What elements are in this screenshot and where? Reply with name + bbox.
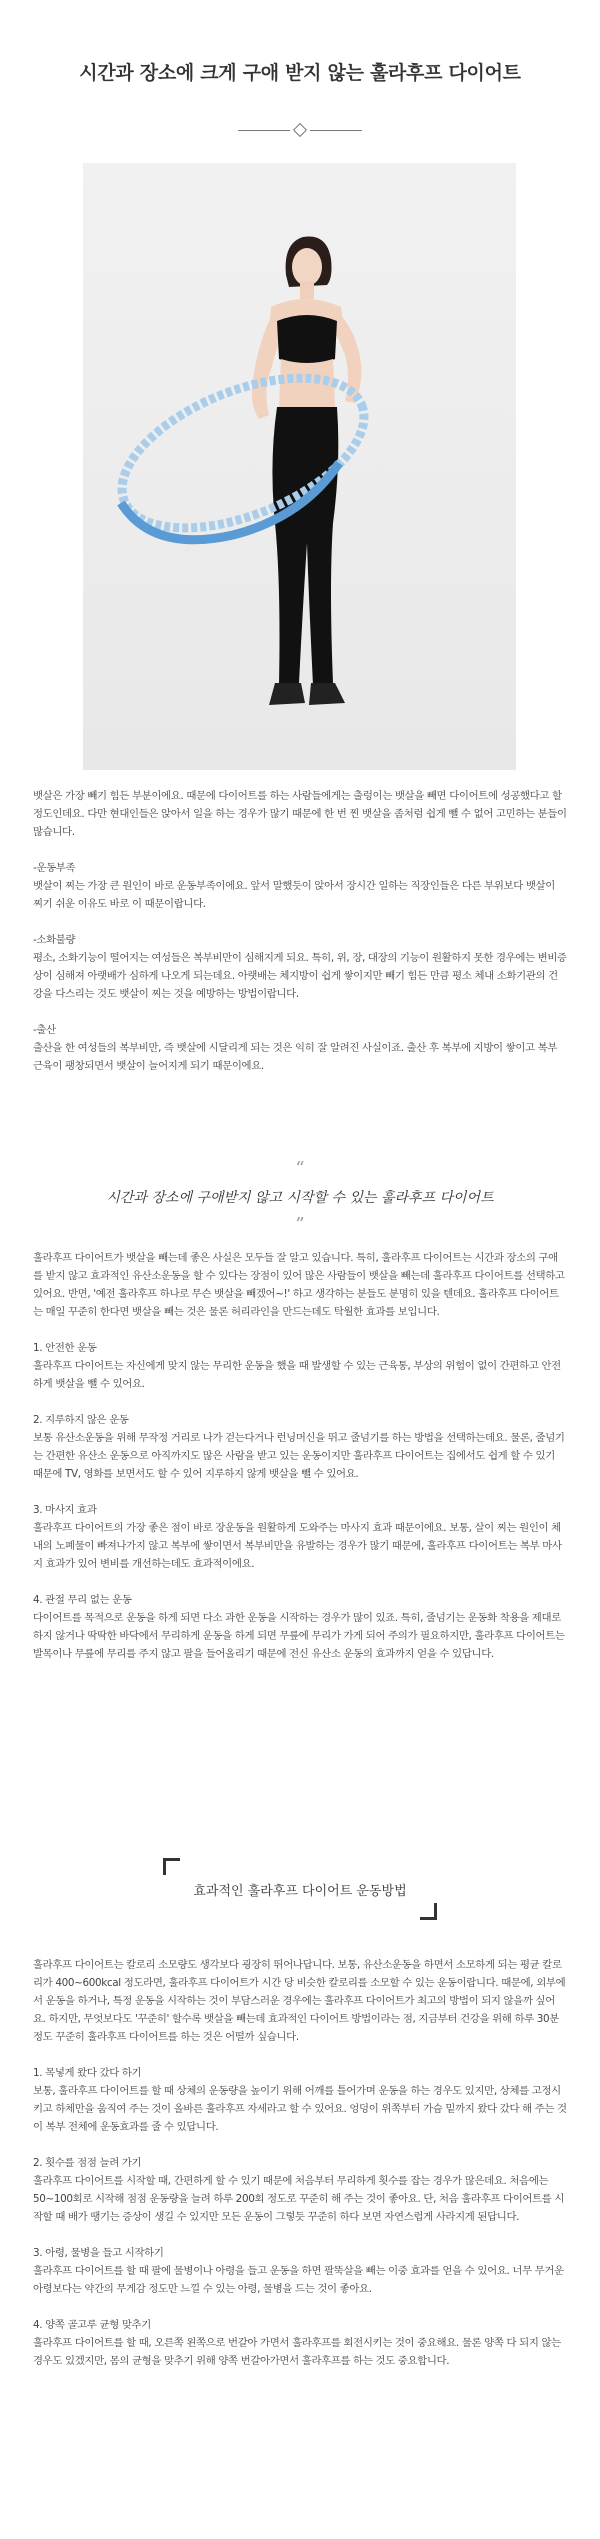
benefit-heading: 4. 관절 무리 없는 운동 xyxy=(33,1594,132,1606)
intro-paragraph: 뱃살은 가장 빼기 힘든 부분이에요. 때문에 다이어트를 하는 사람들에게는 출렁이는 뱃살을 빼면 다이어트에 성공했다고 할 정도인데요. 다만 현대인들은 앉아서 일을 하는 경우가 많기 때문에 한 번 찐 뱃살을 좀처럼 쉽게 뺄 수 없어 고민하는 분들이 많습니다. xyxy=(33,790,567,838)
quote-open-icon: “ xyxy=(295,1158,305,1179)
benefit-body: 훌라후프 다이어트는 자신에게 맞지 않는 무리한 운동을 했을 때 발생할 수 있는 근육통, 부상의 위험이 없이 간편하고 안전하게 뱃살을 뺄 수 있어요. xyxy=(33,1360,561,1390)
method-body: 훌라후프 다이어트를 시작할 때, 간편하게 할 수 있기 때문에 처음부터 무리하게 횟수를 잡는 경우가 많은데요. 처음에는 50~100회로 시작해 점점 운동량을 늘려 하루 200회 정도로 꾸준히 해 주는 것이 좋아요. 단, 처음 훌라후프 다이어트를 시작할 때 배가 땡기는 증상이 생길 수 있지만 모든 운동이 그렇듯 꾸준히 하다 보면 자연스럽게 사라지게 된답니다. xyxy=(33,2175,565,2223)
title-divider xyxy=(238,125,362,135)
quote-close-icon: ” xyxy=(295,1214,305,1235)
method-body: 보통, 훌라후프 다이어트를 할 때 상체의 운동량을 높이기 위해 어깨를 틀어가며 운동을 하는 경우도 있지만, 상체를 고정시키고 하체만을 움직여 주는 것이 올바른 훌라후프 자세라고 할 수 있어요. 엉덩이 위쪽부터 가슴 밑까지 왔다 갔다 해 주는 것이 복부 전체에 운동효과를 줄 수 있답니다. xyxy=(33,2085,567,2133)
cause-body: 뱃살이 찌는 가장 큰 원인이 바로 운동부족이에요. 앞서 말했듯이 앉아서 장시간 일하는 직장인들은 다른 부위보다 뱃살이 찌기 쉬운 이유도 바로 이 때문이랍니다. xyxy=(33,880,555,910)
cause-heading: -소화불량 xyxy=(33,934,76,946)
bracket-open-icon xyxy=(163,1858,180,1875)
divider-line-left xyxy=(238,130,290,131)
intro-section xyxy=(33,787,567,1093)
section2-intro: 훌라후프 다이어트는 칼로리 소모량도 생각보다 굉장히 뛰어나답니다. 보통, 유산소운동을 하면서 소모하게 되는 평균 칼로리가 400~600kcal 정도라면, 훌라후프 다이어트가 시간 당 비슷한 칼로리를 소모할 수 있는 운동이랍니다. 때문에, 외부에서 운동을 하거나, 특정 운동을 시작하는 것이 부담스러운 경우에는 훌라후프 다이어트가 최고의 방법이 되지 않을까 싶어요. 하지만, 무엇보다도 '꾸준히' 할수록 뱃살을 빼는데 효과적인 다이어트 방법이라는 점, 지금부터 건강을 위해 하루 30분 정도 꾸준히 훌라후프 다이어트를 하는 것은 어떨까 싶습니다. xyxy=(33,1959,566,2043)
benefit-heading: 2. 지루하지 않은 운동 xyxy=(33,1414,129,1426)
benefit-item xyxy=(33,1339,567,1393)
section2-body xyxy=(33,1956,567,2388)
cause-heading: -출산 xyxy=(33,1024,56,1036)
hula-hoop-photo xyxy=(83,163,516,770)
cause-item xyxy=(33,1021,567,1075)
page-title: 시간과 장소에 크게 구애 받지 않는 훌라후프 다이어트 xyxy=(79,62,521,84)
benefit-body: 보통 유산소운동을 위해 무작정 거리로 나가 걷는다거나 런닝머신을 뛰고 줄넘기를 하는 방법을 선택하는데요. 물론, 줄넘기는 간편한 유산소 운동으로 아직까지도 많은 사람을 받고 있는 운동이지만 훌라후프 다이어트는 집에서도 쉽게 할 수 있기 때문에 TV, 영화를 보면서도 할 수 있어 지루하지 않게 뱃살을 뺄 수 있어요. xyxy=(33,1432,565,1480)
section1-body xyxy=(33,1249,567,1681)
section2-title: 효과적인 훌라후프 다이어트 운동방법 xyxy=(193,1884,407,1899)
method-body: 훌라후프 다이어트를 할 때 팔에 물병이나 아령을 들고 운동을 하면 팔뚝살을 빼는 이중 효과를 얻을 수 있어요. 너무 무거운 아령보다는 약간의 무게감 정도만 느낄 수 있는 아령, 물병을 드는 것이 좋아요. xyxy=(33,2265,564,2295)
method-item xyxy=(33,2154,567,2226)
bracket-close-icon xyxy=(420,1903,437,1920)
benefit-heading: 1. 안전한 운동 xyxy=(33,1342,97,1354)
method-heading: 2. 횟수를 점점 늘려 가기 xyxy=(33,2157,142,2169)
method-item xyxy=(33,2316,567,2370)
benefit-item xyxy=(33,1411,567,1483)
benefit-body: 훌라후프 다이어트의 가장 좋은 점이 바로 장운동을 원활하게 도와주는 마사지 효과 때문이에요. 보통, 살이 찌는 원인이 체내의 노폐물이 빠져나가지 않고 복부에 쌓이면서 복부비만을 유발하는 경우가 많기 때문에, 훌라후프 다이어트는 복부 마사지 효과가 있어 변비를 개선하는데도 효과적이에요. xyxy=(33,1522,562,1570)
cause-item xyxy=(33,859,567,913)
method-heading: 1. 목넣게 왔다 갔다 하기 xyxy=(33,2067,142,2079)
section2-heading-box xyxy=(163,1858,437,1920)
benefit-heading: 3. 마사지 효과 xyxy=(33,1504,97,1516)
benefit-body: 다이어트를 목적으로 운동을 하게 되면 다소 과한 운동을 시작하는 경우가 많이 있죠. 특히, 줄넘기는 운동화 착용을 제대로 하지 않거나 딱딱한 바닥에서 무리하게 운동을 하게 되면 무릎에 무리가 가게 되어 주의가 필요하지만, 훌라후프 다이어트는 발목이나 무릎에 무리를 주지 않고 팔을 들어올리기 때문에 전신 유산소 운동의 효과까지 얻을 수 있답니다. xyxy=(33,1612,565,1660)
method-heading: 4. 양쪽 골고루 균형 맞추기 xyxy=(33,2319,151,2331)
divider-line-right xyxy=(310,130,362,131)
cause-body: 출산을 한 여성들의 복부비만, 즉 뱃살에 시달리게 되는 것은 익히 잘 알려진 사실이죠. 출산 후 복부에 지방이 쌓이고 복부 근육이 팽창되면서 뱃살이 늘어지게 되기 때문이에요. xyxy=(33,1042,558,1072)
divider-diamond-icon xyxy=(293,123,307,137)
cause-body: 평소, 소화기능이 떨어지는 여성들은 복부비만이 심해지게 되요. 특히, 위, 장, 대장의 기능이 원활하지 못한 경우에는 변비증상이 심해져 아랫배가 심하게 나오게 되는데요. 아랫배는 체지방이 쉽게 쌓이지만 빼기 힘든 만큼 평소 체내 소화기관의 건강을 다스리는 것도 뱃살이 찌는 것을 예방하는 방법이랍니다. xyxy=(33,952,567,1000)
cause-heading: -운동부족 xyxy=(33,862,76,874)
section1-title: 시간과 장소에 구애받지 않고 시작할 수 있는 훌라후프 다이어트 xyxy=(106,1190,494,1206)
woman-with-hula-hoop-icon xyxy=(83,163,516,770)
method-body: 훌라후프 다이어트를 할 때, 오른쪽 왼쪽으로 번갈아 가면서 훌라후프를 회전시키는 것이 중요해요. 물론 양쪽 다 되지 않는 경우도 있겠지만, 몸의 균형을 맞추기 위해 양쪽 번갈아가면서 훌라후프를 하는 것도 중요합니다. xyxy=(33,2337,561,2367)
method-heading: 3. 아령, 물병을 들고 시작하기 xyxy=(33,2247,164,2259)
method-item xyxy=(33,2064,567,2136)
cause-item xyxy=(33,931,567,1003)
section1-intro: 훌라후프 다이어트가 뱃살을 빼는데 좋은 사실은 모두들 잘 알고 있습니다. 특히, 훌라후프 다이어트는 시간과 장소의 구애를 받지 않고 효과적인 유산소운동을 할 수 있다는 장점이 있어 많은 사람들이 뱃살을 빼는데 훌라후프 다이어트를 선택하고 있어요. 반면, '예전 훌라후프 하나로 무슨 뱃살을 빼겠어~!' 하고 생각하는 분들도 분명히 있을 텐데요. 훌라후프 다이어트는 매일 꾸준히 한다면 뱃살을 빼는 것은 물론 허리라인을 만드는데도 탁월한 효과를 보입니다. xyxy=(33,1252,565,1318)
benefit-item xyxy=(33,1591,567,1663)
benefit-item xyxy=(33,1501,567,1573)
method-item xyxy=(33,2244,567,2298)
